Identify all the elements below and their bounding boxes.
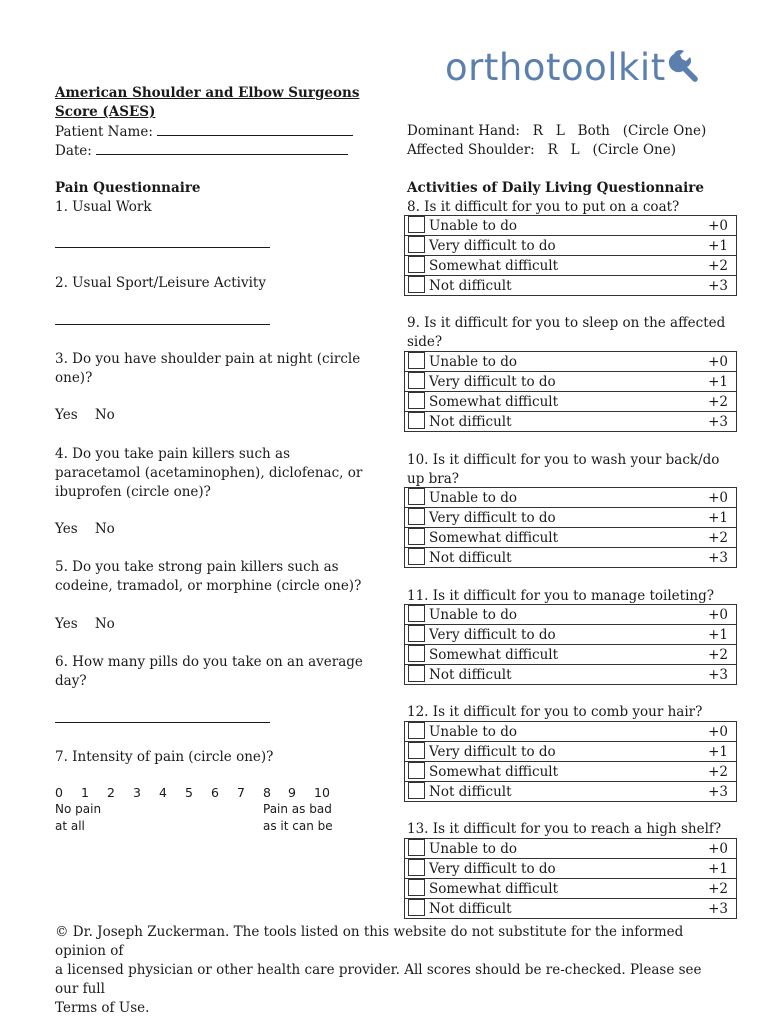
option-cell (405, 899, 693, 919)
q4-answer[interactable]: Yes No (55, 521, 115, 537)
option-label: Unable to do (429, 218, 517, 234)
scale-high-line-2: as it can be (263, 819, 333, 833)
option-score: +0 (692, 216, 737, 236)
option-row[interactable] (405, 216, 737, 236)
option-row[interactable] (405, 352, 737, 372)
checkbox[interactable] (408, 665, 425, 682)
option-label: Unable to do (429, 607, 517, 623)
option-row[interactable] (405, 879, 737, 899)
option-cell (405, 256, 693, 276)
q5-line-1: 5. Do you take strong pain killers such as (55, 559, 339, 575)
option-cell (405, 762, 693, 782)
q5-text (55, 558, 361, 596)
option-label: Not difficult (429, 414, 512, 430)
option-score: +0 (692, 722, 737, 742)
scale-1[interactable]: 1 (81, 785, 89, 800)
checkbox[interactable] (408, 722, 425, 739)
option-score: +2 (692, 528, 737, 548)
footer-line-3[interactable]: Terms of Use. (55, 1000, 150, 1016)
option-row[interactable] (405, 665, 737, 685)
q9-options (404, 351, 737, 432)
option-cell (405, 722, 693, 742)
patient-name-field[interactable] (157, 122, 353, 136)
q7-text: 7. Intensity of pain (circle one)? (55, 749, 274, 765)
q13-options (404, 838, 737, 919)
option-cell (405, 742, 693, 762)
q10-options (404, 487, 737, 568)
option-row[interactable] (405, 372, 737, 392)
option-score: +1 (692, 625, 737, 645)
scale-8[interactable]: 8 (263, 785, 271, 800)
option-score: +2 (692, 256, 737, 276)
option-label: Not difficult (429, 784, 512, 800)
option-cell (405, 276, 693, 296)
option-row[interactable] (405, 276, 737, 296)
date-label: Date: (55, 143, 92, 159)
q5-line-2: codeine, tramadol, or morphine (circle one)? (55, 578, 362, 594)
option-row[interactable] (405, 528, 737, 548)
checkbox[interactable] (408, 879, 425, 896)
scale-9[interactable]: 9 (288, 785, 296, 800)
checkbox[interactable] (408, 859, 425, 876)
scale-3[interactable]: 3 (133, 785, 141, 800)
option-score: +1 (692, 508, 737, 528)
option-cell (405, 528, 693, 548)
q6-line-1: 6. How many pills do you take on an average (55, 654, 363, 670)
option-cell (405, 488, 693, 508)
option-cell (405, 508, 693, 528)
option-score: +3 (692, 665, 737, 685)
dominant-hand[interactable]: Dominant Hand: R L Both (Circle One) (407, 123, 707, 139)
scale-high-label (263, 801, 333, 835)
option-label: Very difficult to do (429, 238, 556, 254)
option-score: +3 (692, 782, 737, 802)
option-cell (405, 352, 693, 372)
checkbox[interactable] (408, 645, 425, 662)
option-label: Not difficult (429, 901, 512, 917)
q6-answer-line[interactable] (55, 722, 270, 723)
checkbox[interactable] (408, 412, 425, 429)
q2-answer-line[interactable] (55, 324, 270, 325)
q4-text (55, 445, 362, 502)
option-score: +2 (692, 879, 737, 899)
date-row (55, 141, 348, 161)
q9-line-2: side? (407, 334, 443, 350)
checkbox[interactable] (408, 548, 425, 565)
date-field[interactable] (96, 141, 348, 155)
q3-answer[interactable]: Yes No (55, 407, 115, 423)
option-cell (405, 859, 693, 879)
checkbox[interactable] (408, 508, 425, 525)
q4-line-3: ibuprofen (circle one)? (55, 484, 211, 500)
option-label: Somewhat difficult (429, 530, 559, 546)
option-cell (405, 782, 693, 802)
option-row[interactable] (405, 605, 737, 625)
q12-options (404, 721, 737, 802)
option-score: +1 (692, 236, 737, 256)
option-score: +1 (692, 742, 737, 762)
option-score: +1 (692, 372, 737, 392)
q1-answer-line[interactable] (55, 247, 270, 248)
option-label: Unable to do (429, 724, 517, 740)
option-label: Not difficult (429, 667, 512, 683)
option-label: Somewhat difficult (429, 258, 559, 274)
option-label: Somewhat difficult (429, 647, 559, 663)
scale-4[interactable]: 4 (159, 785, 167, 800)
affected-shoulder[interactable]: Affected Shoulder: R L (Circle One) (407, 142, 677, 158)
option-cell (405, 392, 693, 412)
checkbox[interactable] (408, 352, 425, 369)
option-score: +0 (692, 605, 737, 625)
checkbox[interactable] (408, 605, 425, 622)
scale-0[interactable]: 0 (55, 785, 63, 800)
option-label: Somewhat difficult (429, 881, 559, 897)
checkbox[interactable] (408, 488, 425, 505)
option-label: Very difficult to do (429, 744, 556, 760)
option-label: Not difficult (429, 550, 512, 566)
scale-7[interactable]: 7 (237, 785, 245, 800)
option-row[interactable] (405, 392, 737, 412)
checkbox[interactable] (408, 216, 425, 233)
scale-high-line-1: Pain as bad (263, 802, 332, 816)
footer-line-1: © Dr. Joseph Zuckerman. The tools listed on this website do not substitute for the informed opinion of (55, 924, 684, 959)
checkbox[interactable] (408, 742, 425, 759)
option-cell (405, 236, 693, 256)
option-label: Somewhat difficult (429, 764, 559, 780)
option-label: Not difficult (429, 278, 512, 294)
option-label: Unable to do (429, 490, 517, 506)
option-row[interactable] (405, 762, 737, 782)
pain-heading: Pain Questionnaire (55, 180, 201, 196)
scale-10[interactable]: 10 (314, 785, 330, 800)
checkbox[interactable] (408, 528, 425, 545)
q6-text (55, 653, 363, 691)
option-row[interactable] (405, 782, 737, 802)
q3-line-1: 3. Do you have shoulder pain at night (circle (55, 351, 361, 367)
scale-6[interactable]: 6 (211, 785, 219, 800)
orthotoolkit-logo (445, 46, 704, 91)
checkbox[interactable] (408, 625, 425, 642)
option-row[interactable] (405, 508, 737, 528)
q4-line-2: paracetamol (acetaminophen), diclofenac, or (55, 465, 363, 481)
scale-low-label (55, 801, 101, 835)
option-score: +0 (692, 352, 737, 372)
option-score: +0 (692, 839, 737, 859)
option-row[interactable] (405, 412, 737, 432)
option-score: +3 (692, 412, 737, 432)
q10-line-2: up bra? (407, 471, 460, 487)
q8-options (404, 215, 737, 296)
checkbox[interactable] (408, 256, 425, 273)
option-score: +3 (692, 548, 737, 568)
checkbox[interactable] (408, 372, 425, 389)
option-row[interactable] (405, 645, 737, 665)
option-cell (405, 625, 693, 645)
option-label: Very difficult to do (429, 510, 556, 526)
option-label: Very difficult to do (429, 861, 556, 877)
q10-text (407, 451, 719, 489)
option-cell (405, 605, 693, 625)
q3-text (55, 350, 360, 388)
checkbox[interactable] (408, 782, 425, 799)
option-row[interactable] (405, 236, 737, 256)
option-score: +2 (692, 392, 737, 412)
title-line-1: American Shoulder and Elbow Surgeons (55, 85, 360, 101)
footer-disclaimer (55, 923, 725, 1018)
scale-5[interactable]: 5 (185, 785, 193, 800)
option-row[interactable] (405, 625, 737, 645)
q6-line-2: day? (55, 673, 87, 689)
option-score: +2 (692, 762, 737, 782)
option-label: Unable to do (429, 841, 517, 857)
q4-line-1: 4. Do you take pain killers such as (55, 446, 291, 462)
option-cell (405, 665, 693, 685)
form-title (55, 84, 359, 122)
option-cell (405, 839, 693, 859)
q2-text: 2. Usual Sport/Leisure Activity (55, 275, 266, 291)
patient-name-label: Patient Name: (55, 124, 153, 140)
checkbox[interactable] (408, 839, 425, 856)
option-row[interactable] (405, 722, 737, 742)
option-cell (405, 548, 693, 568)
option-row[interactable] (405, 256, 737, 276)
scale-low-line-2: at all (55, 819, 85, 833)
option-label: Somewhat difficult (429, 394, 559, 410)
option-cell (405, 412, 693, 432)
q9-line-1: 9. Is it difficult for you to sleep on the affected (407, 315, 726, 331)
q3-line-2: one)? (55, 370, 93, 386)
q12-text: 12. Is it difficult for you to comb your hair? (407, 704, 703, 720)
option-cell (405, 879, 693, 899)
title-line-2: Score (ASES) (55, 104, 156, 120)
patient-name-row (55, 122, 353, 142)
checkbox[interactable] (408, 762, 425, 779)
option-cell (405, 645, 693, 665)
footer-line-2: a licensed physician or other health care provider. All scores should be re-checked. Please see our full (55, 962, 702, 997)
checkbox[interactable] (408, 236, 425, 253)
option-score: +1 (692, 859, 737, 879)
checkbox[interactable] (408, 899, 425, 916)
option-row[interactable] (405, 488, 737, 508)
option-label: Very difficult to do (429, 627, 556, 643)
option-row[interactable] (405, 548, 737, 568)
wrench-icon (668, 46, 704, 91)
option-row[interactable] (405, 839, 737, 859)
option-label: Very difficult to do (429, 374, 556, 390)
option-cell (405, 372, 693, 392)
scale-low-line-1: No pain (55, 802, 102, 816)
q8-text: 8. Is it difficult for you to put on a coat? (407, 199, 680, 215)
checkbox[interactable] (408, 392, 425, 409)
option-label: Unable to do (429, 354, 517, 370)
option-row[interactable] (405, 899, 737, 919)
option-cell (405, 216, 693, 236)
adl-heading: Activities of Daily Living Questionnaire (407, 180, 704, 196)
q11-options (404, 604, 737, 685)
option-score: +2 (692, 645, 737, 665)
q13-text: 13. Is it difficult for you to reach a high shelf? (407, 821, 722, 837)
option-row[interactable] (405, 742, 737, 762)
option-score: +0 (692, 488, 737, 508)
scale-2[interactable]: 2 (107, 785, 115, 800)
checkbox[interactable] (408, 276, 425, 293)
q10-line-1: 10. Is it difficult for you to wash your back/do (407, 452, 720, 468)
q11-text: 11. Is it difficult for you to manage toileting? (407, 588, 714, 604)
option-score: +3 (692, 276, 737, 296)
option-row[interactable] (405, 859, 737, 879)
logo-text: orthotoolkit (445, 46, 666, 89)
q5-answer[interactable]: Yes No (55, 616, 115, 632)
q9-text (407, 314, 725, 352)
option-score: +3 (692, 899, 737, 919)
q1-text: 1. Usual Work (55, 199, 152, 215)
